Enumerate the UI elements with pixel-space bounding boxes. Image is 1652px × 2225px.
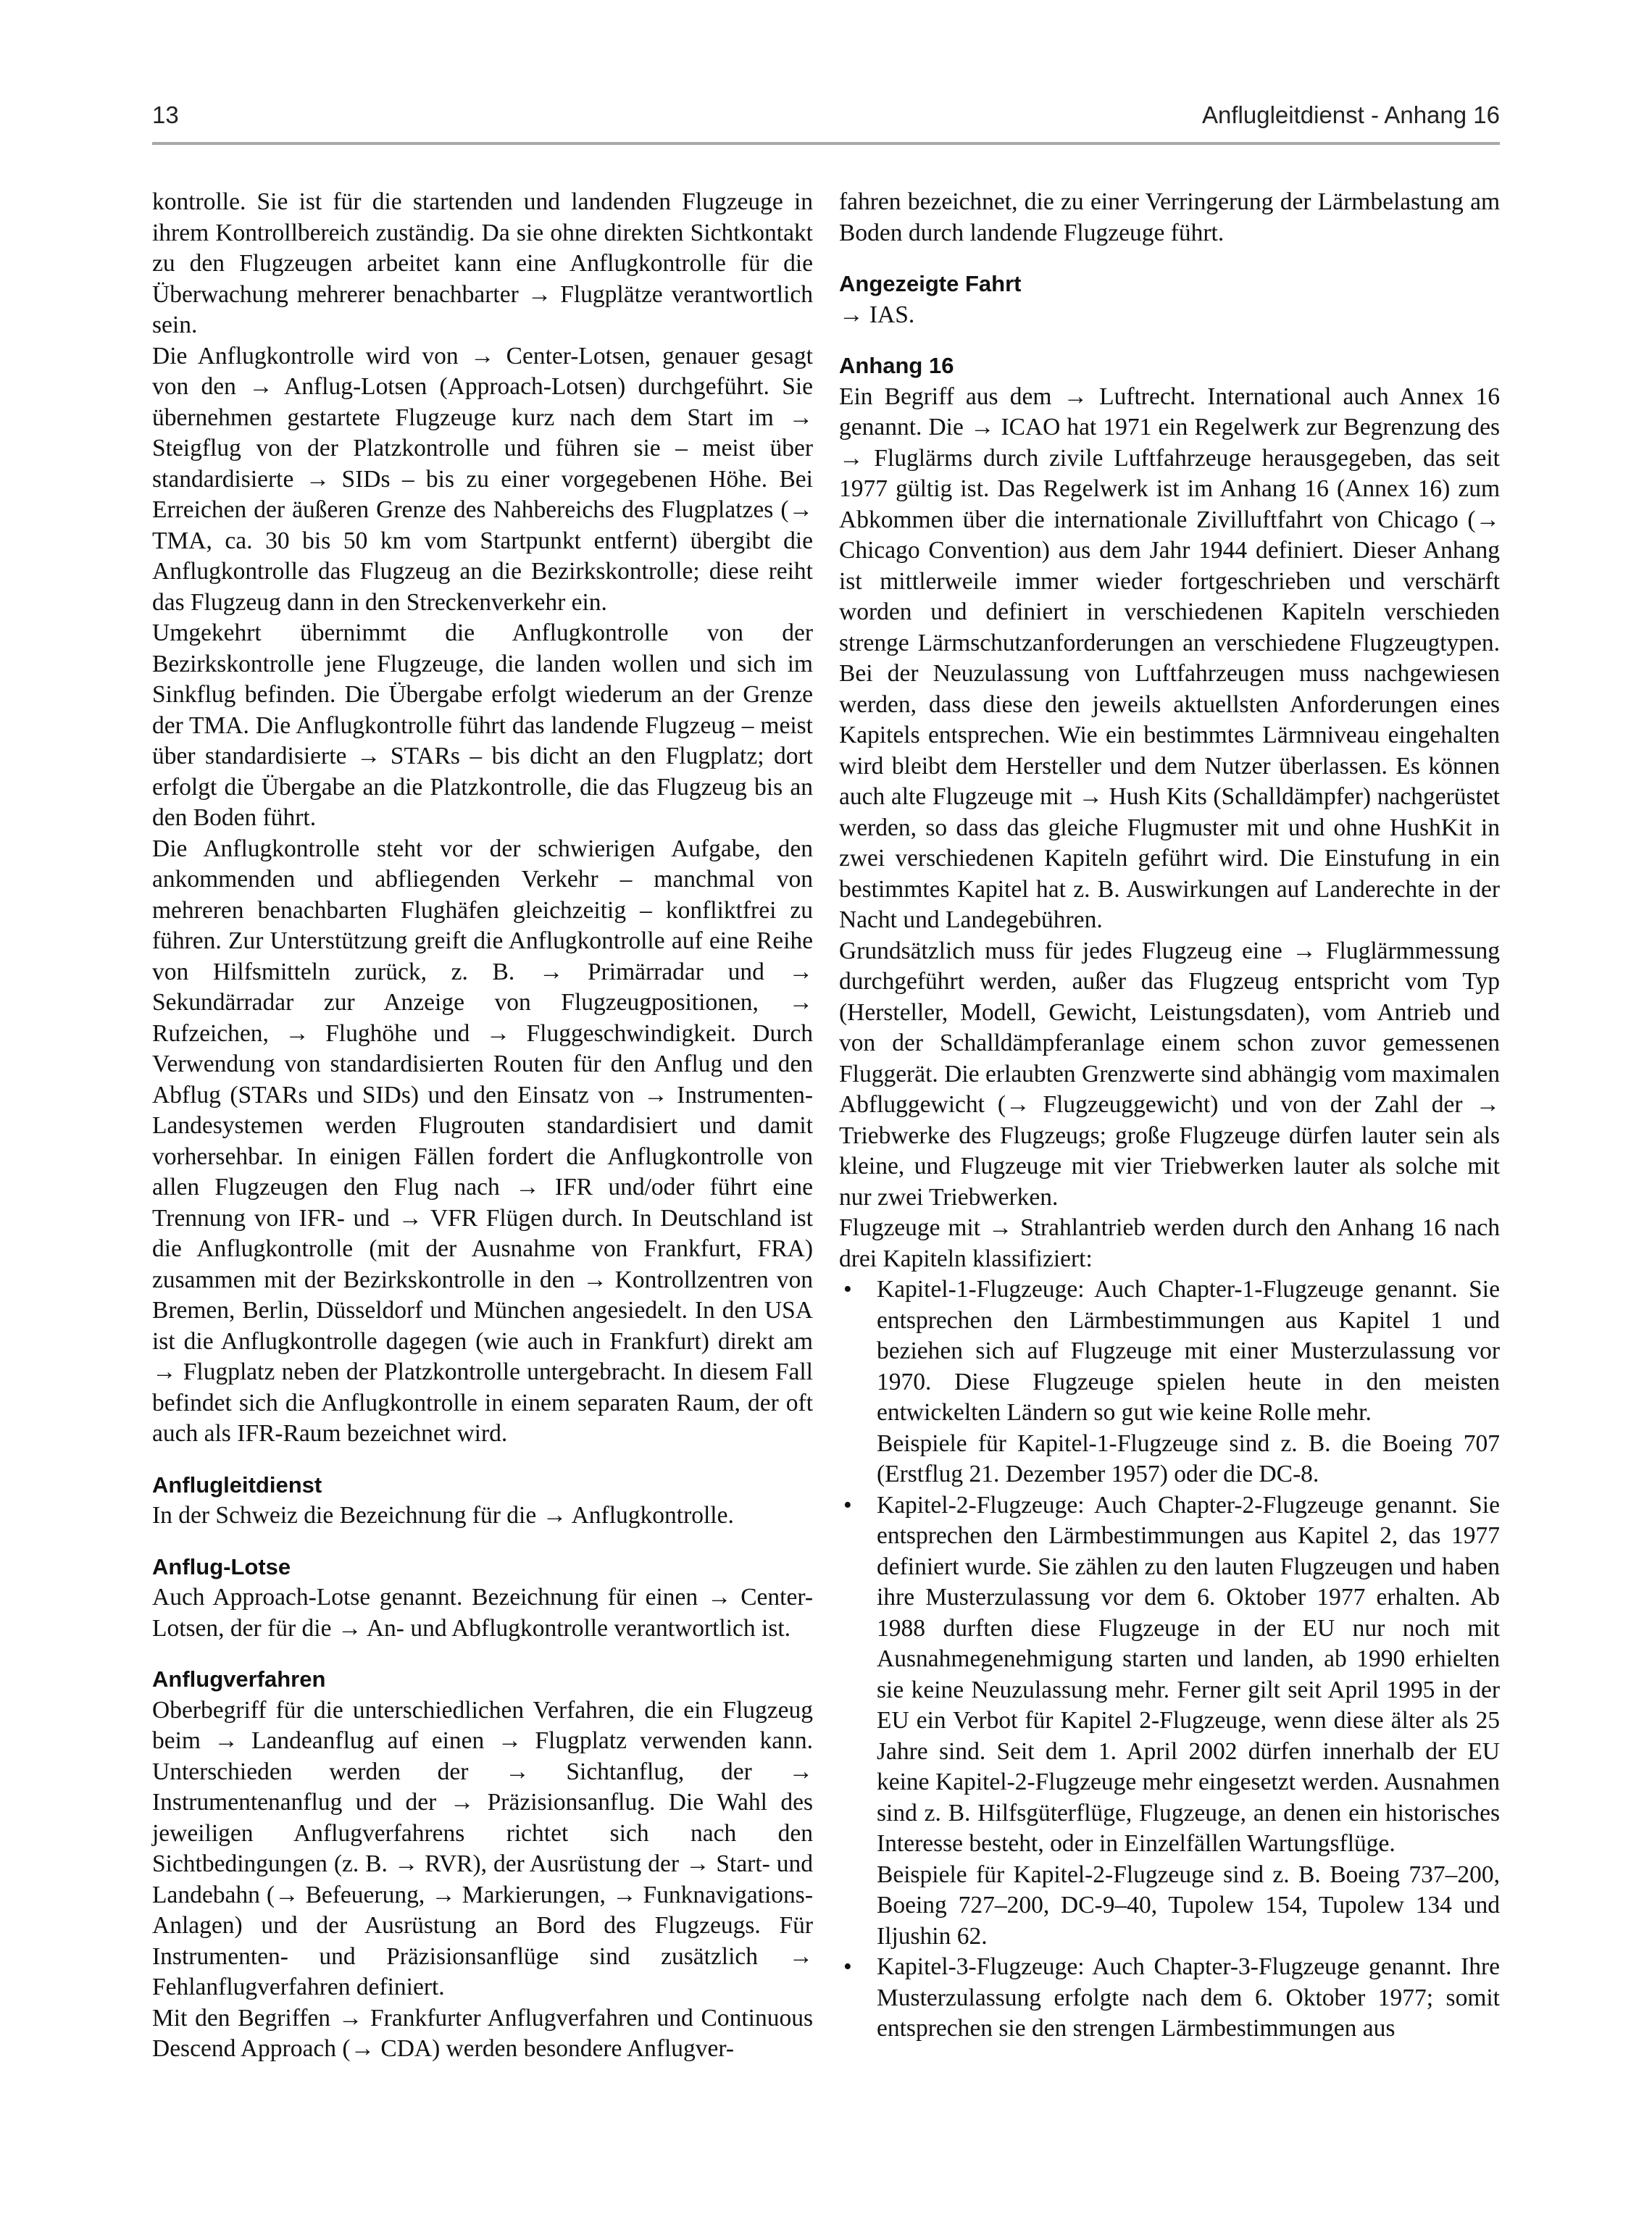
page-header [152,101,1500,138]
right-column [839,187,1500,2045]
entry-heading-anflugverfahren: Anflugverfahren [152,1666,326,1692]
chapter-list [839,1274,1500,2045]
paragraph: fahren bezeichnet, die zu einer Verringerung der Lärmbelastung am Boden durch landende Flugzeuge führt. [839,188,1500,246]
paragraph: Umgekehrt übernimmt die Anflugkontrolle von der Bezirkskontrolle jene Flugzeuge, die landen wollen und sich im Sinkflug befinden. Die Übergabe erfolgt wiederum an der Grenze der TMA. Die Anflugkontrolle führt das landende Flugzeug – meist über standardisierte → STARs – bis dicht an den Flugplatz; dort erfolgt die Übergabe an die Platzkontrolle, die das Flugzeug bis an den Boden führt. [152,619,813,831]
list-item [839,1274,1500,1490]
paragraph: Ein Begriff aus dem → Luftrecht. International auch Annex 16 genannt. Die → ICAO hat 1971 ein Regelwerk zur Begrenzung des → Fluglärms durch zivile Luftfahrzeuge herausgegeben, das seit 1977 gültig ist. Das Regelwerk ist im Anhang 16 (Annex 16) zum Abkommen über die internationale Zivilluftfahrt von Chicago (→ Chicago Convention) aus dem Jahr 1944 definiert. Dieser Anhang ist mittlerweile immer wieder fortgeschrieben und verschärft worden und definiert in verschiedenen Kapiteln verschieden strenge Lärmschutzanforderungen an verschiedene Flugzeugtypen. Bei der Neuzulassung von Luftfahrzeugen muss nachgewiesen werden, dass diese den jeweils aktuellsten Anforderungen eines Kapitels entsprechen. Wie ein bestimmtes Lärmniveau eingehalten wird bleibt dem Hersteller und dem Nutzer überlassen. Es können auch alte Flugzeuge mit → Hush Kits (Schalldämpfer) nachgerüstet werden, so dass das gleiche Flugmuster mit und ohne HushKit in zwei verschiedenen Kapiteln geführt wird. Die Einstufung in ein bestimmtes Kapitel hat z. B. Auswirkungen auf Landerechte in der Nacht und Landegebühren. [839,383,1500,933]
paragraph: Die Anflugkontrolle wird von → Center-Lotsen, genauer gesagt von den → Anflug-Lotsen (Approach-Lotsen) durchgeführt. Sie übernehmen gestartete Flugzeuge kurz nach dem Start im → Steigflug von der Platzkontrolle und führen sie – meist über standardisierte → SIDs – bis zu einer vorgegebenen Höhe. Bei Erreichen der äußeren Grenze des Nahbereichs des Flugplatzes (→ TMA, ca. 30 bis 50 km vom Startpunkt entfernt) übergibt die Anflugkontrolle das Flugzeug an die Bezirkskontrolle; diese reiht das Flugzeug dann in den Streckenverkehr ein. [152,342,813,616]
entry-heading-angezeigte-fahrt: Angezeigte Fahrt [839,271,1022,296]
list-item-text: • Kapitel-3-Flugzeuge: Auch Chapter-3-Flugzeuge genannt. Ihre Musterzulassung erfolgte nach dem 6. Oktober 1977; somit entsprechen sie den strengen Lärmbestimmungen aus [877,1953,1500,2042]
left-column [152,187,813,2065]
entry-heading-anflugleitdienst: Anflugleitdienst [152,1471,322,1498]
page-number: 13 [152,101,179,128]
running-title: Anflugleitdienst - Anhang 16 [1202,101,1500,128]
list-item [839,1952,1500,2045]
paragraph: Auch Approach-Lotse genannt. Bezeichnung für einen → Center-Lotsen, der für die → An- und Abflugkontrolle verantwortlich ist. [152,1584,813,1642]
paragraph: Flugzeuge mit → Strahlantrieb werden durch den Anhang 16 nach drei Kapiteln klassifiziert: [839,1214,1500,1272]
list-item-example: Beispiele für Kapitel-1-Flugzeuge sind z. B. die Boeing 707 (Erstflug 21. Dezember 1957) oder die DC-8. [877,1429,1500,1487]
entry-heading-anhang-16: Anhang 16 [839,353,954,378]
header-rule [152,142,1500,145]
paragraph: kontrolle. Sie ist für die startenden und landenden Flugzeuge in ihrem Kontrollbereich zuständig. Da sie ohne direkten Sichtkontakt zu den Flugzeugen arbeitet kann eine Anflugkontrolle für die Überwachung mehrerer benachbarter → Flugplätze verantwortlich sein. [152,188,813,338]
list-item [839,1490,1500,1953]
paragraph: Grundsätzlich muss für jedes Flugzeug eine → Fluglärmmessung durchgeführt werden, außer das Flugzeug entspricht vom Typ (Hersteller, Modell, Gewicht, Leistungsdaten), vom Antrieb und von der Schalldämpferanlage einem schon zuvor gemessenen Fluggerät. Die erlaubten Grenzwerte sind abhängig vom maximalen Abfluggewicht (→ Flugzeuggewicht) und von der Zahl der → Triebwerke des Flugzeugs; große Flugzeuge dürfen lauter sein als kleine, und Flugzeuge mit vier Triebwerken lauter als solche mit nur zwei Triebwerken. [839,937,1500,1211]
paragraph: Mit den Begriffen → Frankfurter Anflugverfahren und Continuous Descend Approach (→ CDA) werden besondere Anflugver- [152,2004,813,2062]
paragraph: → IAS. [839,301,915,328]
list-item-text: • Kapitel-1-Flugzeuge: Auch Chapter-1-Flugzeuge genannt. Sie entsprechen den Lärmbestimmungen aus Kapitel 1 und beziehen sich auf Flugzeuge mit einer Musterzulassung vor 1970. Diese Flugzeuge spielen heute in den meisten entwickelten Ländern so gut wie keine Rolle mehr. [877,1276,1500,1426]
paragraph: In der Schweiz die Bezeichnung für die → Anflugkontrolle. [152,1502,734,1529]
entry-heading-anflug-lotse: Anflug-Lotse [152,1553,291,1579]
paragraph: Die Anflugkontrolle steht vor der schwierigen Aufgabe, den ankommenden und abfliegenden Verkehr – manchmal von mehreren benachbarten Flughäfen gleichzeitig – konfliktfrei zu führen. Zur Unterstützung greift die Anflugkontrolle auf eine Reihe von Hilfsmitteln zurück, z. B. → Primärradar und → Sekundärradar zur Anzeige von Flugzeugpositionen, → Rufzeichen, → Flughöhe und → Fluggeschwindigkeit. Durch Verwendung von standardisierten Routen für den Anflug und den Abflug (STARs und SIDs) und den Einsatz von → Instrumenten-Landesystemen werden Flugrouten standardisiert und damit vorhersehbar. In einigen Fällen fordert die Anflugkontrolle von allen Flugzeugen den Flug nach → IFR und/oder führt eine Trennung von IFR- und → VFR Flügen durch. In Deutschland ist die Anflugkontrolle (mit der Ausnahme von Frankfurt, FRA) zusammen mit der Bezirkskontrolle in den → Kontrollzentren von Bremen, Berlin, Düsseldorf und München angesiedelt. In den USA ist die Anflugkontrolle dagegen (wie auch in Frankfurt) direkt am → Flugplatz neben der Platzkontrolle untergebracht. In diesem Fall befindet sich die Anflugkontrolle in einem separaten Raum, der oft auch als IFR-Raum bezeichnet wird. [152,835,813,1447]
paragraph: Oberbegriff für die unterschiedlichen Verfahren, die ein Flugzeug beim → Landeanflug auf einen → Flugplatz verwenden kann. Unterschieden werden der → Sichtanflug, der → Instrumentenanflug und der → Präzisionsanflug. Die Wahl des jeweiligen Anflugverfahrens richtet sich nach den Sichtbedingungen (z. B. → RVR), der Ausrüstung der → Start- und Landebahn (→ Befeuerung, → Markierungen, → Funknavigations-Anlagen) und der Ausrüstung an Bord des Flugzeugs. Für Instrumenten- und Präzisionsanflüge sind zusätzlich → Fehlanflugverfahren definiert. [152,1696,813,2000]
list-item-example: Beispiele für Kapitel-2-Flugzeuge sind z. B. Boeing 737–200, Boeing 727–200, DC-9–40, Tupolew 154, Tupolew 134 und Iljushin 62. [877,1861,1500,1950]
list-item-text: • Kapitel-2-Flugzeuge: Auch Chapter-2-Flugzeuge genannt. Sie entsprechen den Lärmbestimmungen aus Kapitel 2, das 1977 definiert wurde. Sie zählen zu den lauten Flugzeugen und haben ihre Musterzulassung vor dem 6. Oktober 1977 erhalten. Ab 1988 durften diese Flugzeuge in der EU nur noch mit Ausnahmegenehmigung starten und landen, ab 1990 erhielten sie keine Neuzulassung mehr. Ferner gilt seit April 1995 in der EU ein Verbot für Kapitel 2-Flugzeuge, wenn diese älter als 25 Jahre sind. Seit dem 1. April 2002 dürfen innerhalb der EU keine Kapitel-2-Flugzeuge mehr eingesetzt werden. Ausnahmen sind z. B. Hilfsgüterflüge, Flugzeuge, an denen ein historisches Interesse besteht, oder in Einzelfällen Wartungsflüge. [877,1491,1500,1857]
